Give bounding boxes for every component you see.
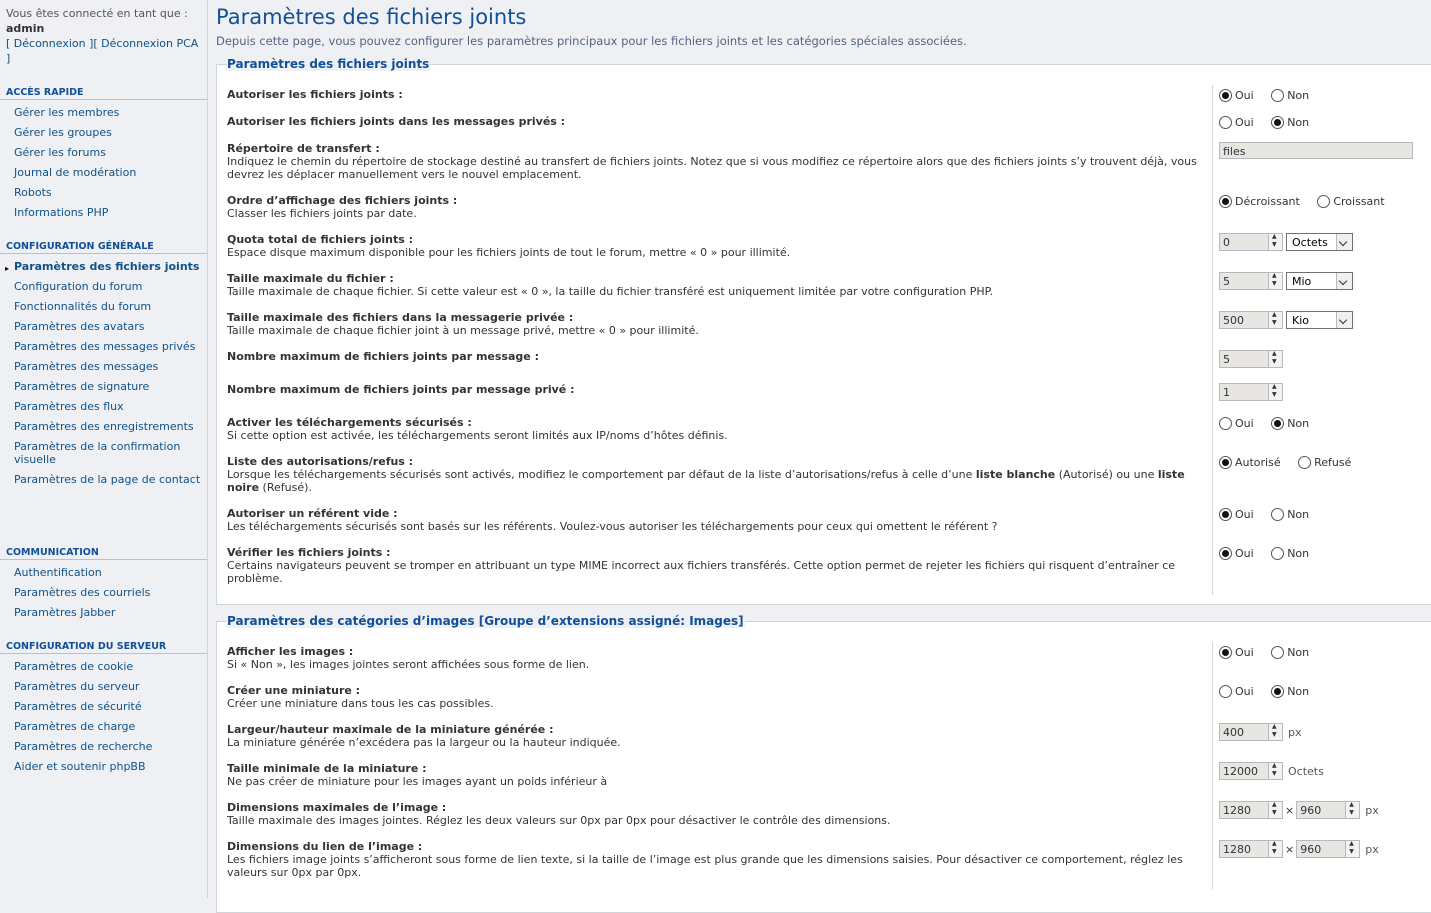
spinner-icon [1268,234,1282,250]
chevron-down-icon [1336,312,1352,328]
logout-links[interactable]: [ Déconnexion ][ Déconnexion PCA ] [6,37,199,65]
menu-general [0,240,207,486]
setting-title: Quota total de fichiers joints : [227,233,414,246]
setting-desc: Certains navigateurs peuvent se tromper en attribuant un type MIME incorrect aux fichiers transférés. Cette option permet de rejeter les fichiers qui risquent d’entraîner ce problème. [227,559,1176,585]
thumbnail-max-size-input[interactable]: 400 ▲ ▼ [1219,723,1283,741]
setting-max-pm-attachments [217,383,1431,416]
menu-item-load-settings[interactable]: Paramètres de charge [14,720,136,733]
menu-item-cookie-settings[interactable]: Paramètres de cookie [14,660,134,673]
setting-max-filesize [217,272,1431,311]
spinner-icon [1345,841,1359,857]
radio-yes[interactable] [1219,508,1232,521]
menu-item-attachment-settings[interactable]: ▸ Paramètres des fichiers joints [5,260,200,273]
spinner-icon [1268,312,1282,328]
menu-item-php-info[interactable]: Informations PHP [14,206,109,219]
setting-title: Autoriser les fichiers joints : [227,88,403,101]
image-max-width-input[interactable]: 1280 ▲ ▼ [1219,801,1283,819]
setting-max-pm-filesize [217,311,1431,350]
panel-legend: Paramètres des catégories d’images [Groupe d’extensions assigné: Images] [227,614,744,628]
setting-desc: Indiquez le chemin du répertoire de stockage destiné au transfert de fichiers joints. Notez que si vous modifiez ce répertoire alors que des fichiers joints s’y trouvent déjà, vous devrez les déplacer manuellement vers le nouvel emplacement. [227,155,1197,181]
max-attachments-input[interactable]: 5 ▲ ▼ [1219,350,1283,368]
setting-max-attachments [217,350,1431,383]
setting-allow-pm-attachments: Autoriser les fichiers joints dans les messages privés : Oui Non [217,115,1431,142]
setting-title: Répertoire de transfert : [227,142,380,155]
menu-item-post-settings[interactable]: Paramètres des messages [14,360,159,373]
menu-item-board-features[interactable]: Fonctionnalités du forum [14,300,152,313]
radio-yes[interactable] [1219,417,1232,430]
radio-allowed[interactable] [1219,456,1232,469]
setting-upload-dir [217,142,1431,194]
setting-allow-attachments: Autoriser les fichiers joints : Oui Non [217,88,1431,115]
menu-item-board-config[interactable]: Configuration du forum [14,280,143,293]
image-category-panel [216,614,1431,913]
page-title: Paramètres des fichiers joints [216,5,527,29]
spinner-icon [1268,724,1282,740]
radio-no[interactable] [1271,116,1284,129]
menu-item-robots[interactable]: Robots [14,186,52,199]
setting-desc: Si cette option est activée, les téléchargements seront limités aux IP/noms d’hôtes définis. [227,429,728,442]
max-pm-filesize-input[interactable]: 500 ▲ ▼ [1219,311,1283,329]
menu-item-contact-settings[interactable]: Paramètres de la page de contact [14,473,201,486]
setting-thumbnail-min-filesize: Taille minimale de la miniature : Ne pas créer de miniature pour les images ayant un poids inférieur à 12000 ▲ ▼ Octets [217,762,1431,801]
max-pm-filesize-unit-select[interactable]: Kio [1286,311,1353,329]
setting-check-attachments: Vérifier les fichiers joints : Certains navigateurs peuvent se tromper en attribuant un type MIME incorrect aux fichiers transférés. Cette option permet de rejeter les fichiers qui risquent d’entraîner ce problème. Oui Non [217,546,1431,598]
menu-item-search-settings[interactable]: Paramètres de recherche [14,740,153,753]
menu-item-security-settings[interactable]: Paramètres de sécurité [14,700,142,713]
menu-item-mod-log[interactable]: Journal de modération [14,166,137,179]
setting-title: Taille maximale du fichier : [227,272,394,285]
radio-no[interactable] [1271,417,1284,430]
page-description: Depuis cette page, vous pouvez configurer les paramètres principaux pour les fichiers joints et les catégories spéciales associées. [216,34,967,48]
setting-display-order: Ordre d’affichage des fichiers joints : Classer les fichiers joints par date. Décroissant Croissant [217,194,1431,233]
username: admin [6,22,45,35]
setting-desc: Si « Non », les images jointes seront affichées sous forme de lien. [227,658,590,671]
setting-title: Autoriser les fichiers joints dans les messages privés : [227,115,566,128]
radio-yes[interactable] [1219,116,1232,129]
main-content [207,0,1431,898]
quota-unit-select[interactable]: Octets [1286,233,1353,251]
menu-quick [0,86,207,219]
setting-display-images: Afficher les images : Si « Non », les images jointes seront affichées sous forme de lien. Oui Non [217,645,1431,684]
setting-create-thumbnail: Créer une miniature : Créer une miniature dans tous les cas possibles. Oui Non [217,684,1431,723]
radio-no[interactable] [1271,646,1284,659]
setting-thumbnail-max-size: Largeur/hauteur maximale de la miniature générée : La miniature générée n’excédera pas la largeur ou la hauteur indiquée. 400 ▲ ▼ px [217,723,1431,762]
setting-total-quota [217,233,1431,272]
setting-title: Autoriser un référent vide : [227,507,398,520]
chevron-down-icon [1336,234,1352,250]
setting-desc: La miniature générée n’excédera pas la largeur ou la hauteur indiquée. [227,736,621,749]
setting-desc: Ne pas créer de miniature pour les images ayant un poids inférieur à [227,775,608,788]
menu-item-feed-settings[interactable]: Paramètres des flux [14,400,124,413]
setting-title: Nombre maximum de fichiers joints par message privé : [227,383,575,396]
menu-item-captcha-settings[interactable]: Paramètres de la confirmation visuelle [14,440,181,466]
menu-title-server-config: CONFIGURATION DU SERVEUR [0,640,207,654]
thumbnail-min-filesize-input[interactable]: 12000 ▲ ▼ [1219,762,1283,780]
radio-denied[interactable] [1298,456,1311,469]
menu-item-manage-users[interactable]: Gérer les membres [14,106,120,119]
setting-title: Largeur/hauteur maximale de la miniature générée : [227,723,554,736]
image-link-width-input[interactable]: 1280 ▲ ▼ [1219,840,1283,858]
setting-empty-referer: Autoriser un référent vide : Les téléchargements sécurisés sont basés sur les référents. Voulez-vous autoriser les téléchargements pour ceux qui omettent le référent ? Oui Non [217,507,1431,546]
setting-title: Activer les téléchargements sécurisés : [227,416,472,429]
max-filesize-input[interactable]: 5 ▲ ▼ [1219,272,1283,290]
radio-yes[interactable] [1219,547,1232,560]
user-box [0,0,207,66]
radio-no[interactable] [1271,685,1284,698]
setting-desc: Classer les fichiers joints par date. [227,207,417,220]
spinner-icon [1345,802,1359,818]
menu-item-signature-settings[interactable]: Paramètres de signature [14,380,150,393]
setting-title: Taille maximale des fichiers dans la messagerie privée : [227,311,574,324]
menu-item-registration-settings[interactable]: Paramètres des enregistrements [14,420,194,433]
panel-legend: Paramètres des fichiers joints [227,57,430,71]
radio-no[interactable] [1271,89,1284,102]
setting-desc: Lorsque les téléchargements sécurisés sont activés, modifiez le comportement par défaut de la liste d’autorisations/refus à celle d’une liste blanche (Autorisé) ou une liste noire (Refusé). [227,468,1185,494]
radio-no[interactable] [1271,508,1284,521]
menu-communication [0,546,207,619]
setting-allow-deny-list: Liste des autorisations/refus : Lorsque les téléchargements sécurisés sont activés, modifiez le comportement par défaut de la liste d’autorisations/refus à celle d’une liste blanche (Autorisé) ou une liste noire (Refusé). Autorisé Refusé [217,455,1431,507]
quota-input[interactable]: 0 ▲ ▼ [1219,233,1283,251]
max-filesize-unit-select[interactable]: Mio [1286,272,1353,290]
chevron-down-icon [1336,273,1352,289]
image-link-height-input[interactable]: 960 ▲ ▼ [1296,840,1360,858]
setting-title: Créer une miniature : [227,684,361,697]
upload-path-input[interactable]: files [1219,142,1413,159]
menu-item-manage-forums[interactable]: Gérer les forums [14,146,106,159]
spinner-icon [1268,802,1282,818]
setting-desc: Taille maximale de chaque fichier. Si cette valeur est « 0 », la taille du fichier transféré est uniquement limitée par votre configuration PHP. [227,285,994,298]
radio-yes[interactable] [1219,646,1232,659]
logged-in-text: Vous êtes connecté en tant que : [6,7,188,20]
menu-item-avatar-settings[interactable]: Paramètres des avatars [14,320,145,333]
menu-item-jabber-settings[interactable]: Paramètres Jabber [14,606,116,619]
setting-image-link-dimensions: Dimensions du lien de l’image : Les fichiers image joints s’afficheront sous forme de lien texte, si la taille de l’image est plus grande que les dimensions saisies. Pour désactiver ce comportement, réglez les valeurs sur 0px par 0px. 1280 ▲ ▼ × 960 ▲ ▼ px [217,840,1431,892]
setting-desc: Taille maximale de chaque fichier joint à un message privé, mettre « 0 » pour illimité. [227,324,699,337]
radio-desc[interactable] [1219,195,1232,208]
menu-server [0,640,207,773]
setting-desc: Les téléchargements sécurisés sont basés sur les référents. Voulez-vous autoriser les téléchargements pour ceux qui omettent le référent ? [227,520,998,533]
spinner-icon [1268,273,1282,289]
setting-desc: Les fichiers image joints s’afficheront sous forme de lien texte, si la taille de l’image est plus grande que les dimensions saisies. Pour désactiver ce comportement, réglez les valeurs sur 0px par 0px. [227,853,1183,879]
attachment-settings-panel [216,57,1431,605]
menu-item-support-phpbb[interactable]: Aider et soutenir phpBB [14,760,146,773]
spinner-icon [1268,763,1282,779]
setting-title: Dimensions maximales de l’image : [227,801,447,814]
radio-yes[interactable] [1219,685,1232,698]
spinner-icon [1268,384,1282,400]
setting-title: Nombre maximum de fichiers joints par message : [227,350,539,363]
radio-asc[interactable] [1317,195,1330,208]
sidebar [0,0,207,898]
menu-title-communication: COMMUNICATION [0,546,207,560]
arrow-icon: ▸ [5,264,10,273]
menu-title-quick-access: ACCÈS RAPIDE [0,86,207,100]
spinner-icon [1268,351,1282,367]
spinner-icon [1268,841,1282,857]
setting-desc: Taille maximale des images jointes. Réglez les deux valeurs sur 0px par 0px pour désactiver le contrôle des dimensions. [227,814,891,827]
setting-desc: Espace disque maximum disponible pour les fichiers joints de tout le forum, mettre « 0 » pour illimité. [227,246,791,259]
menu-title-general-config: CONFIGURATION GÉNÉRALE [0,240,207,254]
radio-yes[interactable] [1219,89,1232,102]
setting-desc: Créer une miniature dans tous les cas possibles. [227,697,494,710]
setting-title: Afficher les images : [227,645,354,658]
setting-title: Liste des autorisations/refus : [227,455,414,468]
menu-item-authentication[interactable]: Authentification [14,566,102,579]
radio-no[interactable] [1271,547,1284,560]
menu-item-server-settings[interactable]: Paramètres du serveur [14,680,140,693]
setting-title: Ordre d’affichage des fichiers joints : [227,194,458,207]
setting-title: Vérifier les fichiers joints : [227,546,391,559]
menu-item-pm-settings[interactable]: Paramètres des messages privés [14,340,196,353]
image-max-height-input[interactable]: 960 ▲ ▼ [1296,801,1360,819]
max-pm-attachments-input[interactable]: 1 ▲ ▼ [1219,383,1283,401]
menu-item-manage-groups[interactable]: Gérer les groupes [14,126,112,139]
setting-secure-downloads: Activer les téléchargements sécurisés : Si cette option est activée, les téléchargements seront limités aux IP/noms d’hôtes définis. Oui Non [217,416,1431,455]
setting-title: Dimensions du lien de l’image : [227,840,423,853]
menu-item-email-settings[interactable]: Paramètres des courriels [14,586,151,599]
setting-title: Taille minimale de la miniature : [227,762,427,775]
setting-image-max-dimensions: Dimensions maximales de l’image : Taille maximale des images jointes. Réglez les deux valeurs sur 0px par 0px pour désactiver le contrôle des dimensions. 1280 ▲ ▼ × 960 ▲ ▼ px [217,801,1431,840]
